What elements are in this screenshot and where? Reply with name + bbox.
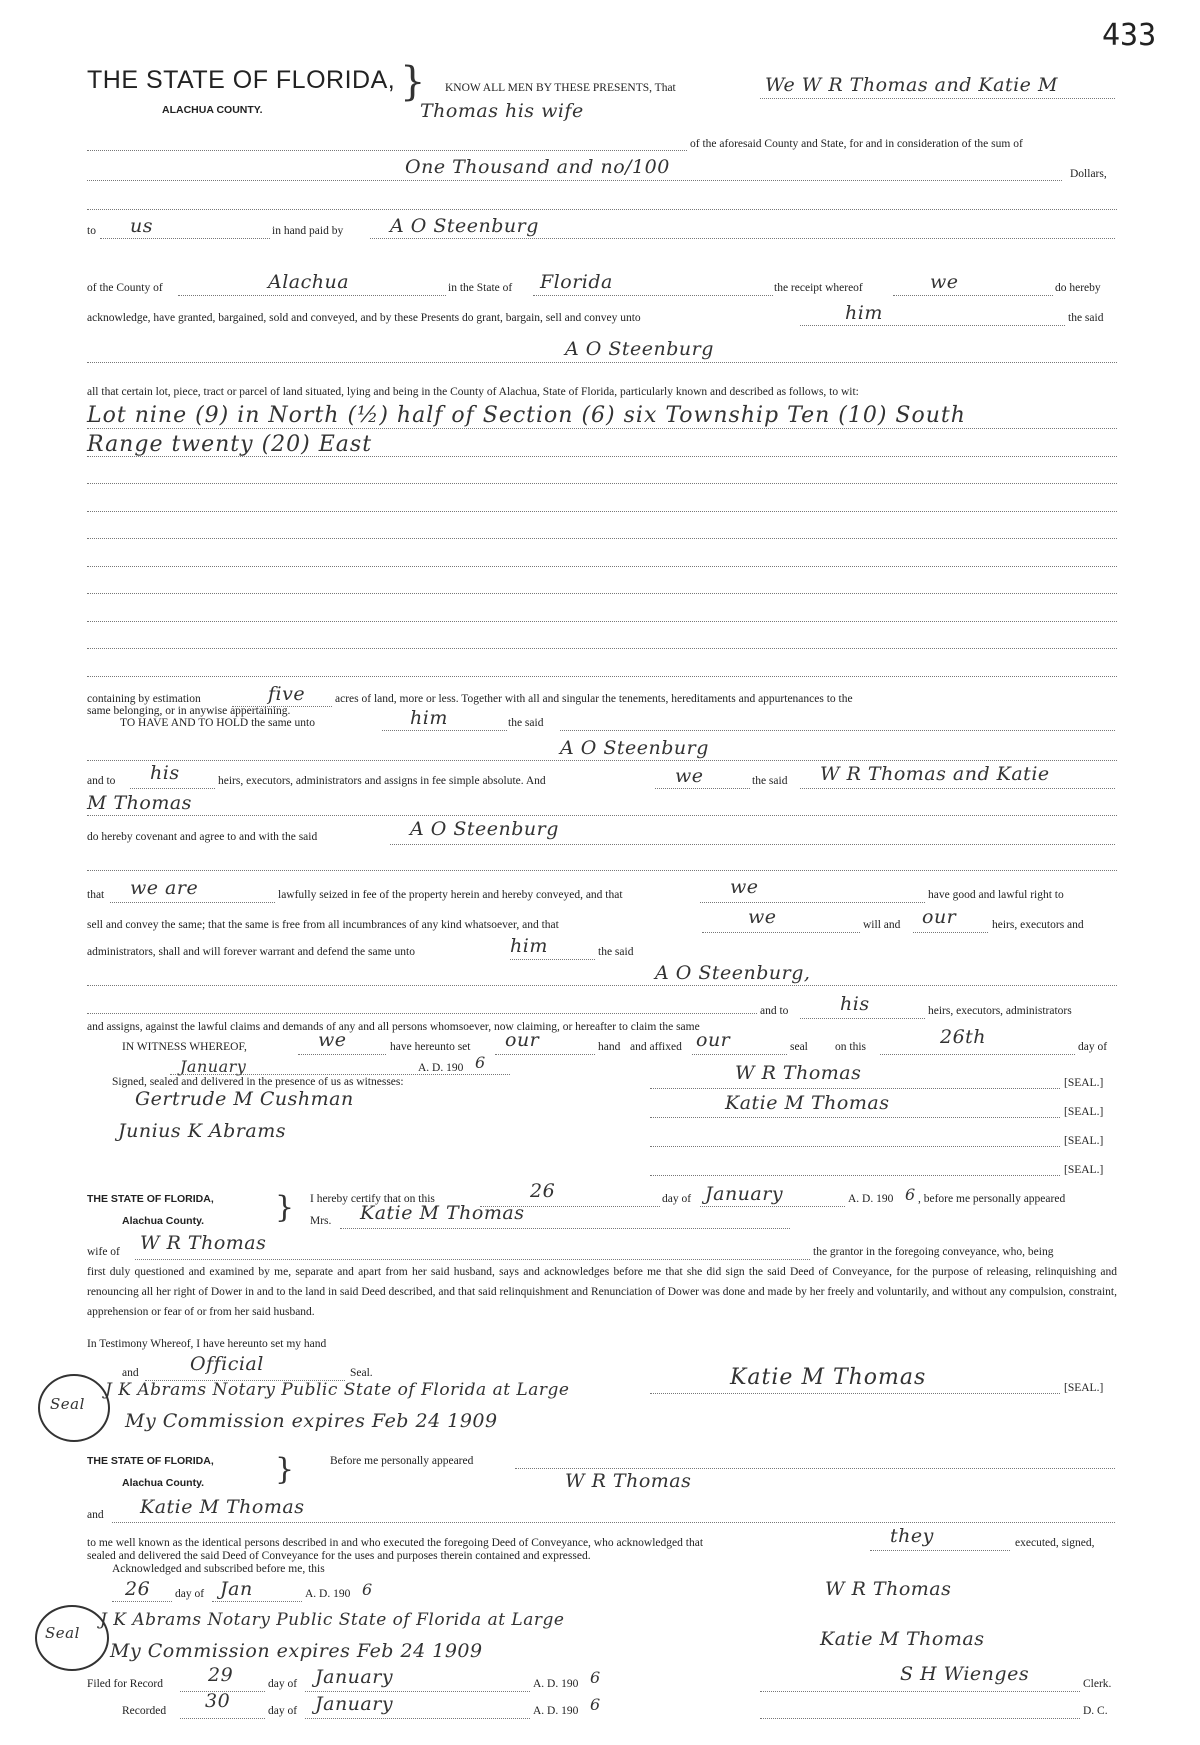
recorded-day-handwritten: 30 <box>205 1690 231 1712</box>
ack2-name2-handwritten: Katie M Thomas <box>140 1496 305 1518</box>
recorded-ad-text: A. D. 190 <box>533 1705 579 1717</box>
ack2-they-handwritten: they <box>890 1525 934 1547</box>
county-title: ALACHUA COUNTY. <box>162 104 263 116</box>
ack1-certify-text: I hereby certify that on this <box>310 1193 435 1205</box>
ack2-ad-text: A. D. 190 <box>305 1588 351 1600</box>
containing-text: containing by estimation <box>87 693 201 705</box>
filed-month-handwritten: January <box>315 1666 394 1688</box>
receipt-text: the receipt whereof <box>774 282 863 294</box>
unto-handwritten: him <box>845 302 883 324</box>
covenant-handwritten: A O Steenburg <box>410 818 559 840</box>
description-handwritten-2: Range twenty (20) East <box>87 432 373 457</box>
ack2-and-text: and <box>87 1509 104 1521</box>
will-and-text: will and <box>863 919 901 931</box>
state-handwritten: Florida <box>540 271 613 293</box>
to-text: to <box>87 225 96 237</box>
ack1-grantor-text: the grantor in the foregoing conveyance, who, being <box>813 1246 1054 1258</box>
witness-year-handwritten: 6 <box>475 1053 486 1072</box>
ack1-mrs-handwritten: Katie M Thomas <box>360 1202 525 1224</box>
filed-text: Filed for Record <box>87 1678 164 1690</box>
witness-text: IN WITNESS WHEREOF, <box>122 1041 247 1053</box>
ack1-seal-word: Seal. <box>350 1367 373 1379</box>
ack1-notary-line2: My Commission expires Feb 24 1909 <box>125 1410 498 1432</box>
seal-on-text: seal <box>790 1041 808 1053</box>
covenant-text: do hereby covenant and agree to and with the said <box>87 831 318 843</box>
county-handwritten: Alachua <box>268 271 350 293</box>
recorded-month-handwritten: January <box>315 1693 394 1715</box>
recorded-day-of-text: day of <box>268 1705 298 1717</box>
grantor1-signature: W R Thomas <box>735 1062 862 1084</box>
grantors-handwritten: We W R Thomas and Katie M <box>765 74 1058 96</box>
seized-handwritten: we <box>730 876 759 898</box>
all-that-text: all that certain lot, piece, tract or parcel of land situated, lying and being in the County of Alachua, State of Florida, particularly known and described as follows, to wit: <box>87 386 859 398</box>
grantors-handwritten-2: Thomas his wife <box>420 100 584 122</box>
seal-label-2: [SEAL.] <box>1064 1106 1104 1118</box>
ack1-ad-text: A. D. 190 <box>848 1193 894 1205</box>
ack2-year-handwritten: 6 <box>362 1580 373 1599</box>
on-this-text: on this <box>835 1041 866 1053</box>
grantee-handwritten: A O Steenburg <box>565 338 714 360</box>
hand-text: hand <box>598 1041 621 1053</box>
and-to-text: and to <box>87 775 116 787</box>
ack1-husband-handwritten: W R Thomas <box>140 1232 267 1254</box>
ack1-county: Alachua County. <box>122 1215 205 1227</box>
heirs-exec-text: heirs, executors and <box>992 919 1084 931</box>
and-handwritten: we <box>675 765 704 787</box>
have-grantee-handwritten: A O Steenburg <box>560 737 709 759</box>
header-brace: } <box>400 59 426 105</box>
ack1-testimony-text: In Testimony Whereof, I have hereunto set my hand <box>87 1338 327 1350</box>
ack1-wife-of-text: wife of <box>87 1246 120 1258</box>
ack2-executed-text: executed, signed, <box>1015 1537 1095 1549</box>
ack2-state: THE STATE OF FLORIDA, <box>87 1455 214 1467</box>
ack1-body: first duly questioned and examined by me, separate and apart from her said husband, says and acknowledges before me that she did sign the said Deed of Conveyance, for the purpose of releasing, relinquishing and renouncing all her right of Dower in and to the land in said Deed described, and that said relinquishment and Renunciation of Dower was done and made by her freely and voluntarily, and without any compulsion, constraint, apprehension or fear of or from her said husband. <box>87 1266 1117 1318</box>
will-handwritten: our <box>922 906 957 928</box>
ack2-name1-handwritten: W R Thomas <box>565 1470 692 1492</box>
recorded-text: Recorded <box>122 1705 167 1717</box>
and-to-handwritten: his <box>150 762 180 784</box>
recorded-year-handwritten: 6 <box>590 1695 601 1714</box>
ack2-county: Alachua County. <box>122 1477 205 1489</box>
dollars-text: Dollars, <box>1070 168 1107 180</box>
clerk-signature: S H Wienges <box>900 1663 1030 1685</box>
page-number: 433 <box>1102 18 1157 53</box>
seal-label-1: [SEAL.] <box>1064 1077 1104 1089</box>
ack1-month-handwritten: January <box>705 1183 784 1205</box>
filed-day-handwritten: 29 <box>208 1664 234 1686</box>
sum-handwritten: One Thousand and no/100 <box>405 156 670 178</box>
ack2-signature1: W R Thomas <box>825 1578 952 1600</box>
that-handwritten: we are <box>130 877 199 899</box>
have-said-text: the said <box>508 717 544 729</box>
covenant-names-handwritten-2: M Thomas <box>87 792 192 814</box>
filed-ad-text: A. D. 190 <box>533 1678 579 1690</box>
ack1-state: THE STATE OF FLORIDA, <box>87 1193 214 1205</box>
ack1-mrs-text: Mrs. <box>310 1215 332 1227</box>
know-all-text: KNOW ALL MEN BY THESE PRESENTS, That <box>445 82 676 94</box>
and-to2-text: and to <box>760 1005 789 1017</box>
assigns-text: and assigns, against the lawful claims and demands of any and all persons whomsoever, now claiming, or hereafter to claim the same <box>87 1021 700 1033</box>
ack2-body1: to me well known as the identical persons described in and who executed the foregoing Deed of Conveyance, who acknowledged that <box>87 1537 704 1549</box>
witness-day-handwritten: 26th <box>940 1026 987 1048</box>
filed-year-handwritten: 6 <box>590 1668 601 1687</box>
ack2-notary-line1: J K Abrams Notary Public State of Florida at Large <box>100 1610 565 1630</box>
ack2-subscribed-text: Acknowledged and subscribed before me, this <box>112 1563 325 1575</box>
ack2-day-handwritten: 26 <box>125 1578 151 1600</box>
signed-text: Signed, sealed and delivered in the presence of us as witnesses: <box>112 1076 404 1088</box>
same-belonging-text: same belonging, or in anywise appertaining. <box>87 705 291 717</box>
grantor2-signature: Katie M Thomas <box>725 1092 890 1114</box>
heirs-exec2-text: heirs, executors, administrators <box>928 1005 1072 1017</box>
ack2-notary-line2: My Commission expires Feb 24 1909 <box>110 1640 483 1662</box>
ad-text: A. D. 190 <box>418 1062 464 1074</box>
ack2-month-handwritten: Jan <box>220 1578 253 1600</box>
paid-by-text: in hand paid by <box>272 225 344 237</box>
state-title: THE STATE OF FLORIDA, <box>87 66 396 94</box>
to-have-text: TO HAVE AND TO HOLD the same unto <box>120 717 315 729</box>
good-right-text: have good and lawful right to <box>928 889 1064 901</box>
in-state-text: in the State of <box>448 282 513 294</box>
paid-by-handwritten: A O Steenburg <box>390 215 539 237</box>
acknowledge-text: acknowledge, have granted, bargained, sold and conveyed, and by these Presents do grant, bargain, sell and convey unto <box>87 312 641 324</box>
the-said2-text: the said <box>752 775 788 787</box>
heirs-text: heirs, executors, administrators and assigns in fee simple absolute. And <box>218 775 546 787</box>
ack1-brace: } <box>275 1190 295 1225</box>
description-handwritten-1: Lot nine (9) in North (½) half of Section (6) six Township Ten (10) South <box>87 403 966 428</box>
seal-label-3: [SEAL.] <box>1064 1135 1104 1147</box>
ack1-day-of-text: day of <box>662 1193 692 1205</box>
ack1-notary-line1: J K Abrams Notary Public State of Florida at Large <box>105 1380 570 1400</box>
do-hereby-text: do hereby <box>1055 282 1101 294</box>
administrators-text: administrators, shall and will forever warrant and defend the same unto <box>87 946 415 958</box>
sell-text: sell and convey the same; that the same is free from all incumbrances of any kind whatsoever, and that <box>87 919 559 931</box>
dc-text: D. C. <box>1083 1705 1108 1717</box>
covenant-names-handwritten: W R Thomas and Katie <box>820 763 1050 785</box>
witness1-signature: Gertrude M Cushman <box>135 1088 354 1110</box>
witness-month-handwritten: January <box>180 1057 247 1076</box>
ack2-before-text: Before me personally appeared <box>330 1455 474 1467</box>
ack1-signature: Katie M Thomas <box>730 1365 927 1390</box>
ack1-and-text: and <box>122 1367 139 1379</box>
affixed-handwritten: our <box>696 1029 731 1051</box>
day-of-text: day of <box>1078 1041 1108 1053</box>
to-handwritten: us <box>130 215 153 237</box>
acres-text: acres of land, more or less. Together with all and singular the tenements, hereditaments and appurtenances to the <box>335 693 853 705</box>
ack2-signature2: Katie M Thomas <box>820 1628 985 1650</box>
receipt-handwritten: we <box>930 271 959 293</box>
affixed-text: and affixed <box>630 1041 682 1053</box>
sell-handwritten: we <box>748 906 777 928</box>
admin-handwritten: him <box>510 935 548 957</box>
set-handwritten: our <box>505 1029 540 1051</box>
of-county-text: of the County of <box>87 282 163 294</box>
ack1-seal-handwritten: Seal <box>50 1395 85 1413</box>
defend-handwritten: A O Steenburg, <box>655 962 811 984</box>
witness2-signature: Junius K Abrams <box>118 1120 286 1142</box>
ack1-day-handwritten: 26 <box>530 1180 556 1202</box>
set-text: have hereunto set <box>390 1041 471 1053</box>
and-to2-handwritten: his <box>840 993 870 1015</box>
ack2-seal-handwritten: Seal <box>45 1624 80 1642</box>
ack1-year-handwritten: 6 <box>905 1185 916 1204</box>
seized-text: lawfully seized in fee of the property herein and hereby conveyed, and that <box>278 889 623 901</box>
witness-handwritten: we <box>318 1029 347 1051</box>
ack1-seal-label: [SEAL.] <box>1064 1382 1104 1394</box>
ack1-before-text: , before me personally appeared <box>918 1193 1066 1205</box>
acres-handwritten: five <box>268 683 306 705</box>
ack1-official-handwritten: Official <box>190 1353 264 1375</box>
seal-label-4: [SEAL.] <box>1064 1164 1104 1176</box>
aforesaid-text: of the aforesaid County and State, for and in consideration of the sum of <box>690 138 1023 150</box>
ack2-brace: } <box>275 1452 295 1487</box>
clerk-text: Clerk. <box>1083 1678 1112 1690</box>
the-said-text: the said <box>1068 312 1104 324</box>
ack2-day-of-text: day of <box>175 1588 205 1600</box>
that-text: that <box>87 889 105 901</box>
the-said3-text: the said <box>598 946 634 958</box>
ack2-body2: sealed and delivered the said Deed of Conveyance for the uses and purposes therein contained and expressed. <box>87 1550 591 1562</box>
filed-day-of-text: day of <box>268 1678 298 1690</box>
have-handwritten: him <box>410 707 448 729</box>
